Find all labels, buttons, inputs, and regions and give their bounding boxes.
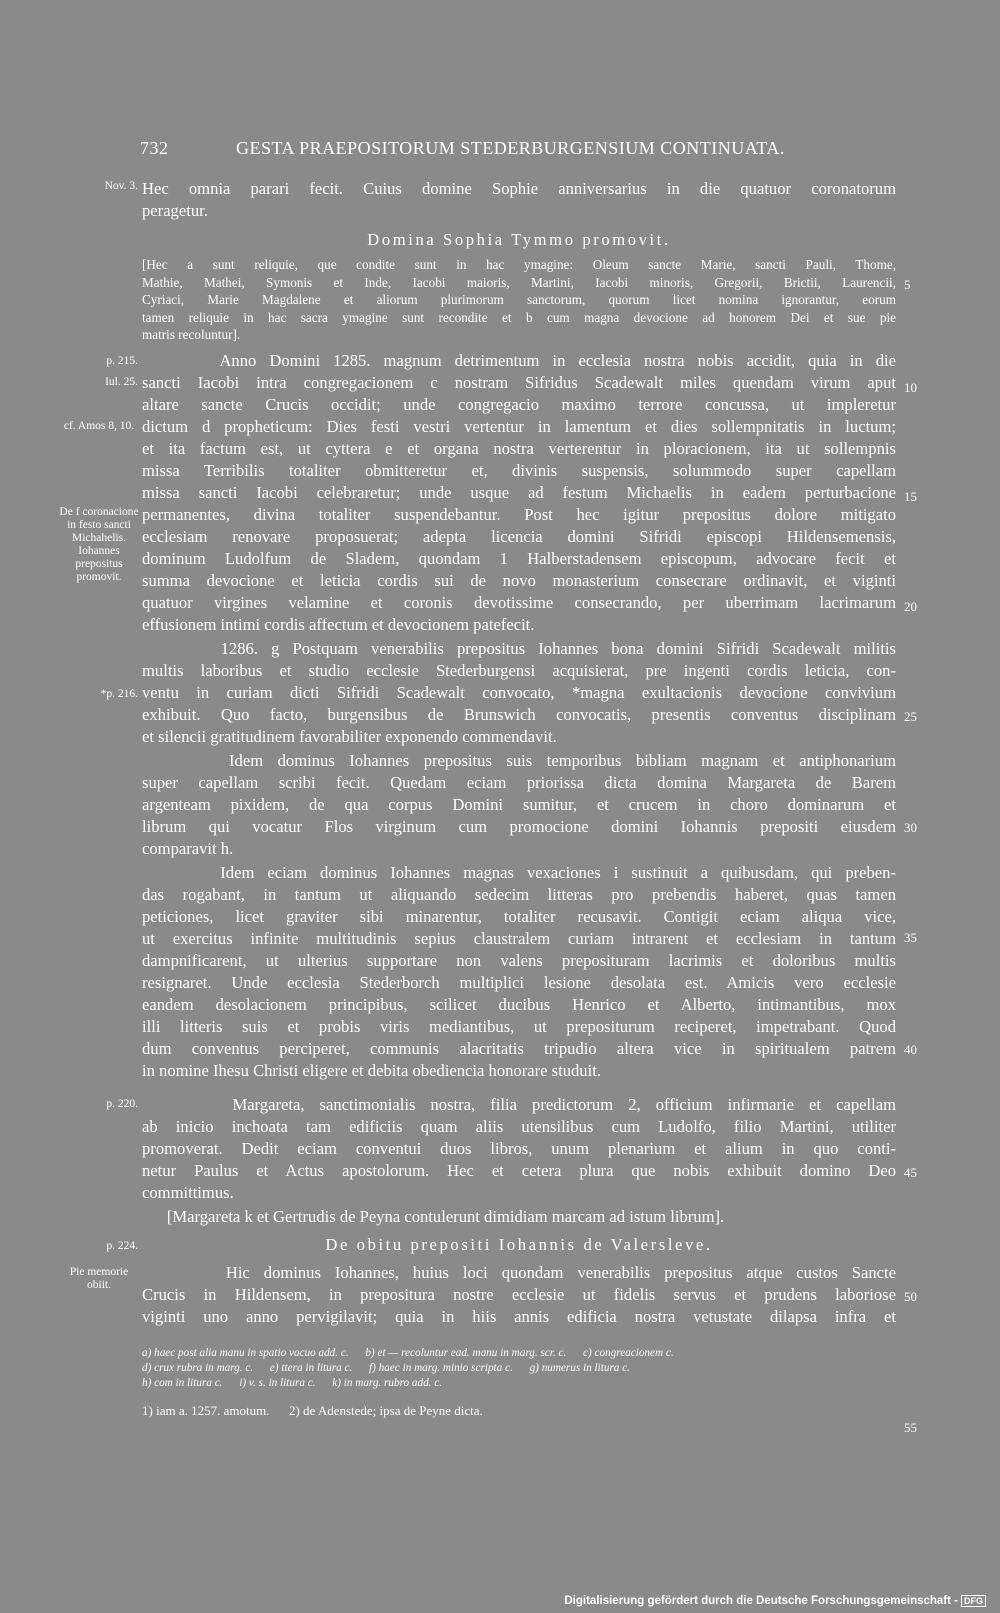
text-line: Mathie, Mathei, Symonis et Inde, Iacobi maioris, Martini, Iacobi minoris, Gregorii, Brictii, Laurencii, <box>142 275 896 290</box>
margin-note: p. 220. <box>106 1098 138 1110</box>
text-line: in nomine Ihesu Christi eligere et debita obediencia honorare studuit. <box>142 1061 601 1080</box>
text-line: librum qui vocatur Flos virginum cum promocione domini Iohannis prepositi eiusdem <box>142 817 896 836</box>
text-line: comparavit h. <box>142 839 234 858</box>
text-line: illi litteris suis et probis viris mediantibus, ut prepositurum reciperet, impetrabant. Quod <box>142 1017 896 1036</box>
text-line: effusionem intimi cordis affectum et devocionem patefecit. <box>142 615 535 634</box>
margin-note: Nov. 3. <box>104 180 138 192</box>
text-line: resignaret. Unde ecclesia Stederborch multiplici lesione desolata est. Amicis vero ecclesie <box>142 973 896 992</box>
line-number: 55 <box>904 1420 917 1435</box>
section-heading: De obitu prepositi Iohannis de Valersleve. <box>325 1235 713 1254</box>
page-number: 732 <box>140 138 169 158</box>
footnote: 1) iam a. 1257. amotum. 2) de Adenstede; ipsa de Peyne dicta. <box>142 1403 483 1418</box>
text-line: multis laboribus et studio ecclesie Stederburgensi acquisierat, pre ingenti cordis leticia, con- <box>142 661 896 680</box>
text-line: dampnificarent, ut ulterius supportare non valens preposituram lacrimis et doloribus multis <box>142 951 896 970</box>
text-line: Margareta, sanctimonialis nostra, filia predictorum 2, officium infirmarie et capellam <box>142 1095 896 1114</box>
text-line: promoverat. Dedit eciam conventui duos libros, unum plenarium et alium in quo conti- <box>142 1139 896 1158</box>
text-line: sancti Iacobi intra congregacionem c nostram Sifridus Scadewalt miles quendam virum aput <box>142 373 896 392</box>
text-line: exhibuit. Quo facto, burgensibus de Brunswich convocatis, presentis conventus disciplinam <box>142 705 896 724</box>
text-line: ventu in curiam dicti Sifridi Scadewalt convocato, *magna exultacionis devocione convivium <box>142 683 896 702</box>
dfg-logo: DFG <box>961 1595 986 1607</box>
margin-note: *p. 216. <box>100 688 138 700</box>
line-number: 20 <box>904 599 917 614</box>
line-number: 25 <box>904 709 917 724</box>
text-line: tamen reliquie in hac sacra ymagine sunt recondite et b cum magna devocione ad honorem Dei et sue pie <box>142 310 896 325</box>
text-line: Cyriaci, Marie Magdalene et aliorum plurimorum sanctorum, quorum licet nomina ignorantur, eorum <box>142 292 896 307</box>
margin-note: Iul. 25. <box>105 376 138 388</box>
margin-note: De f coronacione in festo sancti Michahelis. Iohannes prepositus promovit. <box>59 506 139 583</box>
text-line: dictum d propheticum: Dies festi vestri vertentur in lamentum et dies sollempnitatis in luctum; <box>142 417 896 436</box>
text-line: Crucis in Hildensem, in prepositura nostre ecclesie ut fidelis servus et prudens laboriose <box>142 1285 896 1304</box>
text-line: [Hec a sunt reliquie, que condite sunt in hac ymagine: Oleum sancte Marie, sancti Pauli, Thome, <box>142 257 896 272</box>
line-number: 40 <box>904 1042 917 1057</box>
text-line: peragetur. <box>142 201 208 220</box>
text-line: 1286. g Postquam venerabilis prepositus Iohannes bona domini Sifridi Scadewalt militis <box>142 639 896 658</box>
text-line: Idem eciam dominus Iohannes magnas vexaciones i sustinuit a quibusdam, qui preben- <box>142 863 896 882</box>
footnote: a) haec post alia manu in spatio vacuo add. c. b) et — recoluntur ead. manu in marg. scr. c. c) congreacionem c. <box>142 1347 674 1359</box>
text-line: altare sancte Crucis occidit; unde congregacio maximo terrore concussa, ut impleretur <box>142 395 896 414</box>
text-line: Anno Domini 1285. magnum detrimentum in ecclesia nostra nobis accidit, quia in die <box>142 351 896 370</box>
text-line: argenteam pixidem, de qua corpus Domini sumitur, et crucem in choro dominarum et <box>142 795 896 814</box>
text-line: viginti uno anno pervigilavit; quia in hiis annis edificia nostra vetustate dilapsa infra et <box>142 1307 896 1326</box>
text-line: ab inicio inchoata tam edificiis quam aliis utensilibus cum Ludolfo, filio Martini, utiliter <box>142 1117 896 1136</box>
text-line: eandem desolacionem principibus, scilicet ducibus Henrico et Alberto, intimantibus, mox <box>142 995 896 1014</box>
text-line: Hic dominus Iohannes, huius loci quondam venerabilis prepositus atque custos Sancte <box>142 1263 896 1282</box>
line-number: 10 <box>904 380 917 395</box>
dfg-footer <box>564 1595 986 1607</box>
margin-note: p. 215. <box>106 355 138 367</box>
section-heading: Domina Sophia Tymmo promovit. <box>367 230 671 249</box>
line-number: 35 <box>904 930 917 945</box>
line-number: 50 <box>904 1289 917 1304</box>
text-line: dum conventus perciperet, communis alacritatis tripudio altera vice in spiritualem patrem <box>142 1039 896 1058</box>
margin-note: p. 224. <box>106 1240 138 1252</box>
text-line: super capellam scribi fecit. Quedam eciam priorissa dicta domina Margareta de Barem <box>142 773 896 792</box>
text-line: missa Terribilis totaliter obmitteretur et, divinis suspensis, solummodo super capellam <box>142 461 896 480</box>
running-title: GESTA PRAEPOSITORUM STEDERBURGENSIUM CONTINUATA. <box>236 138 785 158</box>
text-line: Idem dominus Iohannes prepositus suis temporibus bibliam magnam et antiphonarium <box>142 751 896 770</box>
text-line: Hec omnia parari fecit. Cuius domine Sophie anniversarius in die quatuor coronatorum <box>142 179 896 198</box>
text-line: et ita factum est, ut cyttera e et organa nostra verterentur in ploracionem, ita ut sollempnis <box>142 439 896 458</box>
line-number: 15 <box>904 489 917 504</box>
footnote: h) com in litura c. i) v. s. in litura c. k) in marg. rubro add. c. <box>142 1377 443 1389</box>
line-number: 5 <box>904 277 911 292</box>
footnote: d) crux rubra in marg. c. e) ttera in litura c. f) haec in marg. minio scripta c. g) numerus in litura c. <box>142 1362 630 1374</box>
text-line: ecclesiam renovare proposuerat; adepta licencia domini Sifridi episcopi Hildensemensis, <box>142 527 896 546</box>
margin-note: cf. Amos 8, 10. <box>63 420 135 432</box>
text-line: dominum Ludolfum de Sladem, quondam 1 Halberstadensem episcopum, advocare fecit et <box>142 549 896 568</box>
text-line: missa sancti Iacobi celebraretur; unde usque ad festum Michaelis in eadem perturbacione <box>142 483 896 502</box>
text-line: committimus. <box>142 1183 234 1202</box>
text-line: das rogabant, in tantum ut aliquando sedecim litteras pro prebendis haberet, quas tamen <box>142 885 896 904</box>
line-number: 30 <box>904 820 917 835</box>
line-number: 45 <box>904 1165 917 1180</box>
text-line: matris recoluntur]. <box>142 327 241 342</box>
footer-text: Digitalisierung gefördert durch die Deutsche Forschungsgemeinschaft - <box>564 1595 958 1607</box>
text-line: netur Paulus et Actus apostolorum. Hec et cetera plura que nobis exhibuit domino Deo <box>142 1161 896 1180</box>
text-line: permanentes, divina totaliter suspendebantur. Post hec igitur prepositus dolore mitigato <box>142 505 896 524</box>
text-line: summa devocione et leticia cordis sui de novo monasterium consecrare ordinavit, et viginti <box>142 571 896 590</box>
text-line: [Margareta k et Gertrudis de Peyna contulerunt dimidiam marcam ad istum librum]. <box>142 1207 725 1226</box>
text-line: ut exercitus infinite multitudinis sepius claustralem curiam intrarent et ecclesiam in tantum <box>142 929 896 948</box>
margin-note: Pie memorie obiit. <box>69 1266 129 1291</box>
text-line: peticiones, licet graviter sibi minarentur, totaliter recusavit. Contigit eciam aliqua vice, <box>142 907 896 926</box>
text-line: et silencii gratitudinem favorabiliter exponendo commendavit. <box>142 727 557 746</box>
text-line: quatuor virgines velamine et coronis devotissime consecrando, per uberrimam lacrimarum <box>142 593 896 612</box>
